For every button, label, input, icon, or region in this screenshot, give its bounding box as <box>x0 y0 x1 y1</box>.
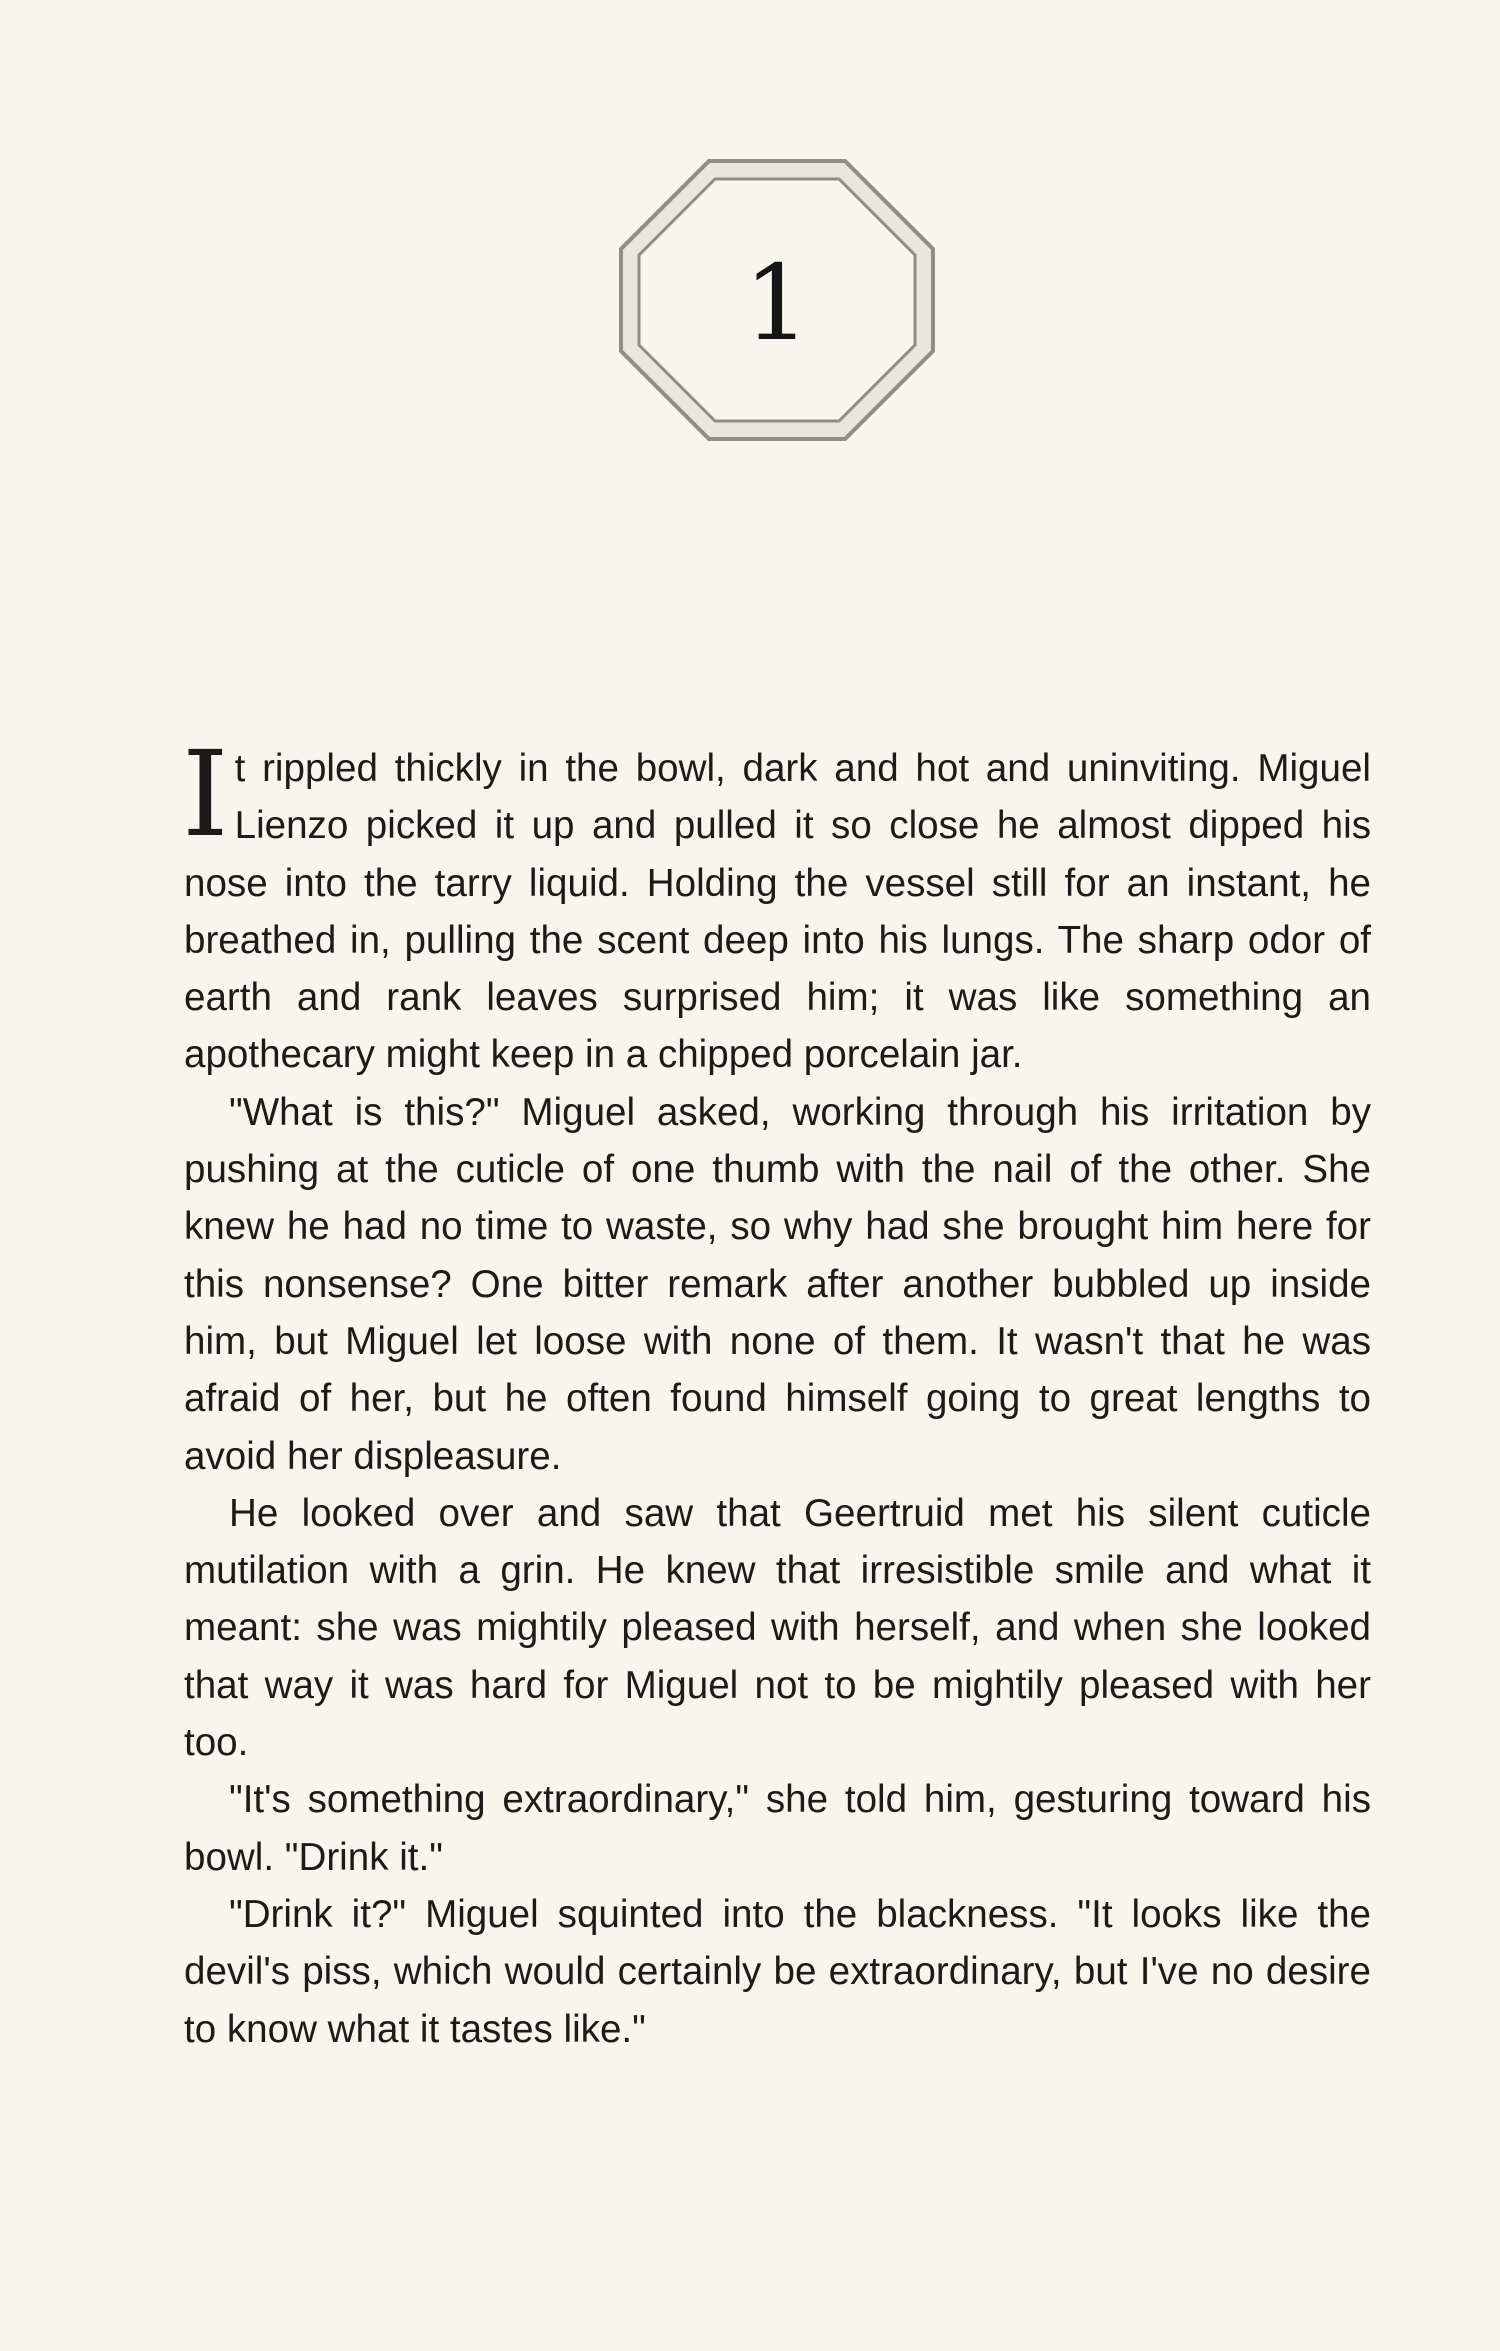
paragraph <box>182 725 1371 1084</box>
drop-cap: I <box>182 725 229 863</box>
body-text <box>182 725 1371 2058</box>
paragraph: "What is this?" Miguel asked, working through his irritation by pushing at the cuticle of one thumb with the nail of the other. She knew he had no time to waste, so why had she brought him here for this nonsense? One bitter remark after another bubbled up inside him, but Miguel let loose with none of them. It wasn't that he was afraid of her, but he often found himself going to great lengths to avoid her displeasure. <box>184 1090 1371 1478</box>
paragraph: "Drink it?" Miguel squinted into the blackness. "It looks like the devil's piss, which would certainly be extraordinary, but I've no desire to know what it tastes like." <box>184 1892 1371 2051</box>
paragraph: He looked over and saw that Geertruid met his silent cuticle mutilation with a grin. He knew that irresistible smile and what it meant: she was mightily pleased with herself, and when she looked that way it was hard for Miguel not to be mightily pleased with her too. <box>184 1491 1371 1765</box>
paragraph-text: t rippled thickly in the bowl, dark and hot and uninviting. Miguel Lienzo picked it up and pulled it so close he almost dipped his nose into the tarry liquid. Holding the vessel still for an instant, he breathed in, pulling the scent deep into his lungs. The sharp odor of earth and rank leaves surprised him; it was like something an apothecary might keep in a chipped porcelain jar. <box>184 747 1371 1077</box>
chapter-badge <box>617 157 937 443</box>
paragraph: "It's something extraordinary," she told him, gesturing toward his bowl. "Drink it." <box>184 1778 1371 1879</box>
chapter-number: 1 <box>743 242 811 364</box>
